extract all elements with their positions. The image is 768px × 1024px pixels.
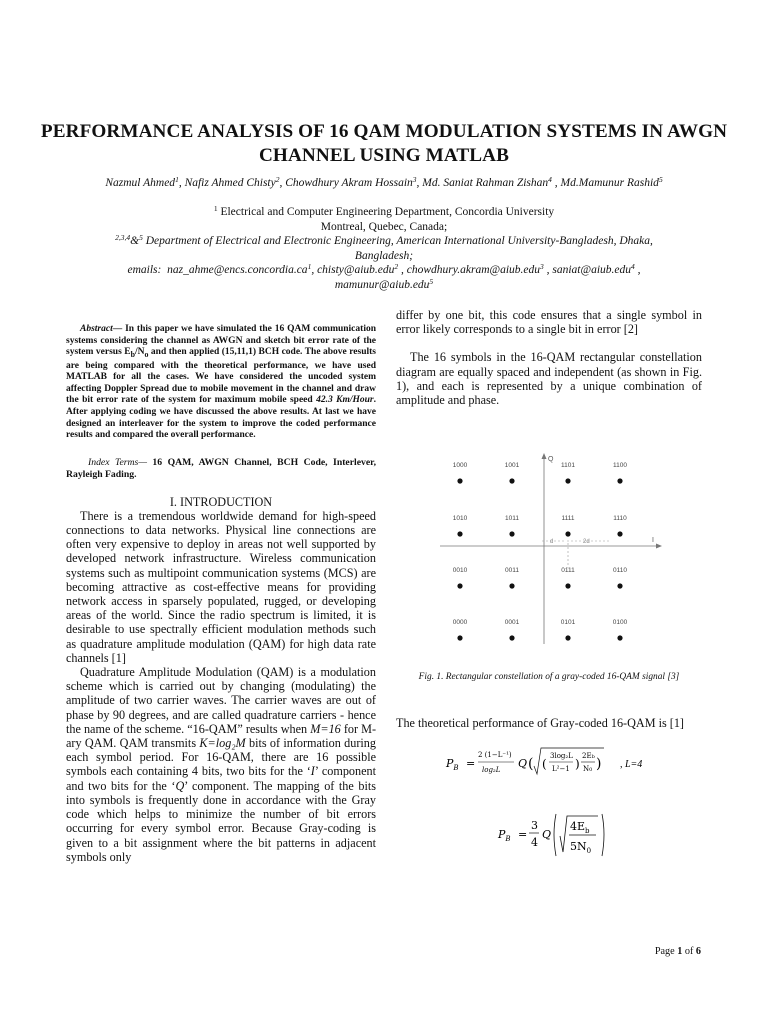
eq1-n0: N0	[583, 765, 593, 773]
paper-title	[40, 120, 728, 168]
page-number	[655, 946, 701, 957]
eq1-paren: (	[542, 757, 547, 771]
section-heading: I. INTRODUCTION	[169, 494, 273, 509]
emails-label: emails:	[127, 264, 162, 276]
eq1-denominator: log₂L	[482, 766, 501, 774]
symbol-label: 1011	[505, 515, 519, 522]
symbol-point	[509, 635, 514, 640]
affil-sup: 5	[139, 233, 143, 242]
author-sup: 5	[658, 175, 663, 184]
symbol-point	[565, 531, 570, 536]
symbol-label: 1111	[561, 515, 575, 522]
left-column	[66, 324, 376, 864]
email-link[interactable]: mamunur@aiub.edu	[334, 278, 430, 291]
abstract-text: . After applying coding we have discussed the above results. At last we have designed an interleaver for the system to improve the coded performance results and compared the overall performance.	[66, 395, 376, 441]
distance-markers	[542, 539, 610, 568]
affil-line: Bangladesh;	[354, 249, 414, 262]
email-link[interactable]: saniat@aiub.edu	[552, 264, 631, 276]
2d-label: 2d	[583, 539, 590, 545]
affil-line: Electrical and Computer Engineering Department, Concordia University	[220, 206, 555, 218]
symbol-label: 1100	[613, 462, 627, 469]
symbol-point	[617, 635, 622, 640]
author-name: Nafiz Ahmed Chisty	[184, 177, 276, 189]
axis-i-label: I	[652, 537, 654, 544]
eq1-paren: )	[596, 756, 602, 772]
eq2-denominator: 4	[531, 836, 538, 849]
author-name: Md.Mamunur Rashid	[560, 177, 659, 189]
para-text: for M-ary QAM. QAM transmits	[66, 721, 377, 751]
symbol-point	[617, 583, 622, 588]
page-of: of	[682, 946, 696, 957]
symbol-point	[457, 583, 462, 588]
symbol-label: 0010	[452, 567, 468, 574]
eq1-q: Q	[518, 757, 528, 770]
intro-paragraph-2	[66, 665, 376, 864]
abstract-text: and then applied (15,11,1) BCH code. The above results are being compared with the theoretical performance, we have used MATLAB for all the cases. We have considered the uncoded system affecting Doppler Spread due to mobile movement in the channel and draw the bit error rate of the system for maximum mobile speed	[66, 347, 376, 406]
email-sup: 1	[307, 262, 312, 271]
symbol-label: 1001	[504, 462, 520, 469]
right-paragraph-1: differ by one bit, this code ensures that a single symbol in error likely corresponds to a single bit in error [2]	[396, 308, 702, 337]
title-line-2: CHANNEL USING MATLAB	[258, 145, 510, 166]
page-total: 6	[695, 946, 701, 957]
affil-line: Department of Electrical and Electronic Engineering, American International University-Bangladesh, Dhaka,	[145, 235, 653, 247]
affiliations	[60, 205, 708, 292]
author-name: Chowdhury Akram Hossain	[285, 177, 413, 189]
author-sup: 2	[275, 175, 280, 184]
axis-q-label: Q	[548, 456, 554, 463]
email-link[interactable]: chisty@aiub.edu	[317, 264, 395, 276]
para-text: ’ component. The mapping of the bits into symbols is frequently done in accordance with the Gray code which helps to minimize the number of bit errors occurring for every symbol error. Because Gray-coding is given to a bit assignment where the bit patterns in adjacent symbols only	[66, 778, 376, 864]
index-terms-text: 16 QAM, AWGN Channel, BCH Code, Interlever, Rayleigh Fading.	[66, 456, 376, 480]
symbol-label: 0011	[505, 567, 519, 574]
symbol-point	[565, 583, 570, 588]
eq2-n0: $5N_0$	[570, 840, 592, 855]
symbol-label: 1000	[452, 462, 468, 469]
eq2-q: Q	[542, 828, 552, 841]
symbol-point	[457, 478, 462, 483]
eq1-inner-den: L²−1	[552, 765, 570, 773]
symbol-label: 1010	[452, 515, 468, 522]
author-sup: 4	[548, 175, 552, 184]
eq1-lhs: $P_B$	[446, 757, 459, 772]
symbol-point	[565, 635, 570, 640]
author-sup: 1	[175, 175, 179, 184]
index-terms	[66, 457, 376, 481]
eq2-eb: $4E_b$	[570, 820, 590, 835]
symbol-point	[509, 478, 514, 483]
abstract-sub: b	[130, 350, 135, 360]
constellation-axes	[440, 453, 662, 644]
equation-1	[442, 742, 682, 784]
affiliation-1	[60, 205, 708, 220]
symbol-label: 0000	[452, 619, 468, 626]
symbol-label: 0110	[613, 567, 627, 574]
para-math: Q	[175, 778, 185, 793]
affiliation-2	[60, 234, 708, 249]
symbol-label: 0100	[612, 619, 628, 626]
symbol-point	[617, 531, 622, 536]
abstract-text: In this paper we have simulated the 16 QAM communication systems considering the channel as AWGN and sketch bit error rate of the system versus E	[66, 324, 376, 358]
abstract-text: /N	[135, 347, 145, 358]
affil-line: Montreal, Quebec, Canada;	[320, 220, 448, 233]
eq2-equals: =	[518, 828, 528, 841]
title-line-1: PERFORMANCE ANALYSIS OF 16 QAM MODULATION SYSTEMS IN AWGN	[40, 121, 728, 142]
email-sup: 3	[540, 262, 544, 271]
abstract-lead: Abstract—	[80, 324, 123, 334]
equation-2	[494, 808, 614, 860]
author-name: Nazmul Ahmed	[105, 177, 176, 189]
para-text: bits of information during each symbol period. For 16-QAM, there are 16 possible symbols each containing 4 bits, two bits for the ‘	[66, 736, 376, 779]
eq1-suffix: , L=4	[620, 759, 643, 770]
constellation-figure	[440, 452, 664, 648]
author-sup: 3	[412, 175, 417, 184]
eq1-paren: (	[528, 756, 534, 772]
symbol-point	[457, 531, 462, 536]
abstract	[66, 324, 376, 442]
abstract-sub: o	[144, 350, 149, 360]
para-text: Quadrature Amplitude Modulation (QAM) is a modulation scheme which is carried out by changing (modulating) the amplitude of two carrier waves. The carrier waves are out of phase by 90 degrees, and are called quadrature carriers - hence the name of the scheme. “16-QAM” results when	[66, 665, 376, 736]
index-terms-lead: Index Terms—	[88, 456, 147, 468]
symbol-label: 0111	[561, 567, 575, 574]
eq2-lhs: $P_B$	[498, 828, 511, 843]
email-link[interactable]: naz_ahme@encs.concordia.ca	[167, 264, 308, 276]
email-line	[60, 278, 708, 293]
symbol-point	[565, 478, 570, 483]
symbol-label: 0101	[560, 619, 576, 626]
email-sup: 5	[429, 276, 434, 286]
para-math: M=16	[310, 721, 341, 736]
symbol-label: 0001	[504, 619, 520, 626]
eq1-equals: =	[466, 757, 476, 770]
theory-sentence: The theoretical performance of Gray-coded 16-QAM is [1]	[396, 716, 684, 730]
intro-paragraph-1: There is a tremendous worldwide demand for high-speed connections to data networks. Physical line connections are often very expensive to deploy in areas not well supported by developed network infrastructure. Wireless communication systems such as multipoint communication systems (MCS) are becoming attractive as cost-effective means for providing network access in sparsely populated, rugged, or developing areas of the world. Since the radio spectrum is limited, it is desirable to use spectrally efficient modulation methods such as quadrature amplitude modulation (QAM) for high data rate channels [1]	[66, 508, 376, 665]
para-math: I	[310, 764, 315, 779]
affil-amp: &	[130, 235, 140, 247]
constellation-points	[453, 462, 628, 641]
d-label: d	[550, 539, 554, 545]
eq1-inner-num: 3log₂L	[550, 752, 573, 760]
symbol-label: 1101	[561, 462, 575, 469]
symbol-label: 1110	[613, 515, 627, 522]
eq1-numerator: 2 (1−L⁻¹)	[478, 751, 512, 759]
para-text: ’ component and two bits for the ‘	[66, 764, 376, 793]
email-sup: 4	[631, 262, 635, 271]
right-column	[396, 308, 702, 407]
eq1-paren: )	[575, 757, 580, 771]
symbol-point	[509, 583, 514, 588]
author-list: Nazmul Ahmed$^1$, Nafiz Ahmed Chisty$^2$, Chowdhury Akram Hossain$^3$, Md. Saniat Rahman Zishan$^4$ , Md.Mamunur Rashid$^5$	[105, 175, 663, 189]
para-math: K=log₂M	[199, 736, 246, 751]
author-name: Md. Saniat Rahman Zishan	[422, 177, 549, 189]
email-line: emails: $naz\_ahme@encs.concordia.ca^1$, chisty@aiub.edu$^2$ , chowdhury.akram@aiub.edu$^3$ , saniat@aiub.edu$^4$ ,	[127, 262, 641, 276]
symbol-point	[457, 635, 462, 640]
figure-caption: Fig. 1. Rectangular constellation of a gray-coded 16-QAM signal [3]	[418, 672, 680, 682]
page-label: Page	[654, 946, 678, 957]
affil-sup: 1	[213, 204, 218, 213]
eq2-numerator: 3	[531, 819, 538, 832]
email-link[interactable]: chowdhury.akram@aiub.edu	[406, 264, 540, 276]
abstract-speed: 42.3 Km/Hour	[316, 395, 374, 406]
email-sup: 2	[394, 262, 399, 271]
right-paragraph-2: The 16 symbols in the 16-QAM rectangular constellation diagram are equally spaced and independent (as shown in Fig. 1), and each is represented by a unique combination of amplitude and phase.	[396, 350, 702, 408]
symbol-point	[617, 478, 622, 483]
symbol-point	[509, 531, 514, 536]
page-current: 1	[677, 946, 683, 957]
affil-sup: 2,3,4	[115, 233, 131, 242]
eq1-eb: 2Eb	[582, 752, 595, 760]
